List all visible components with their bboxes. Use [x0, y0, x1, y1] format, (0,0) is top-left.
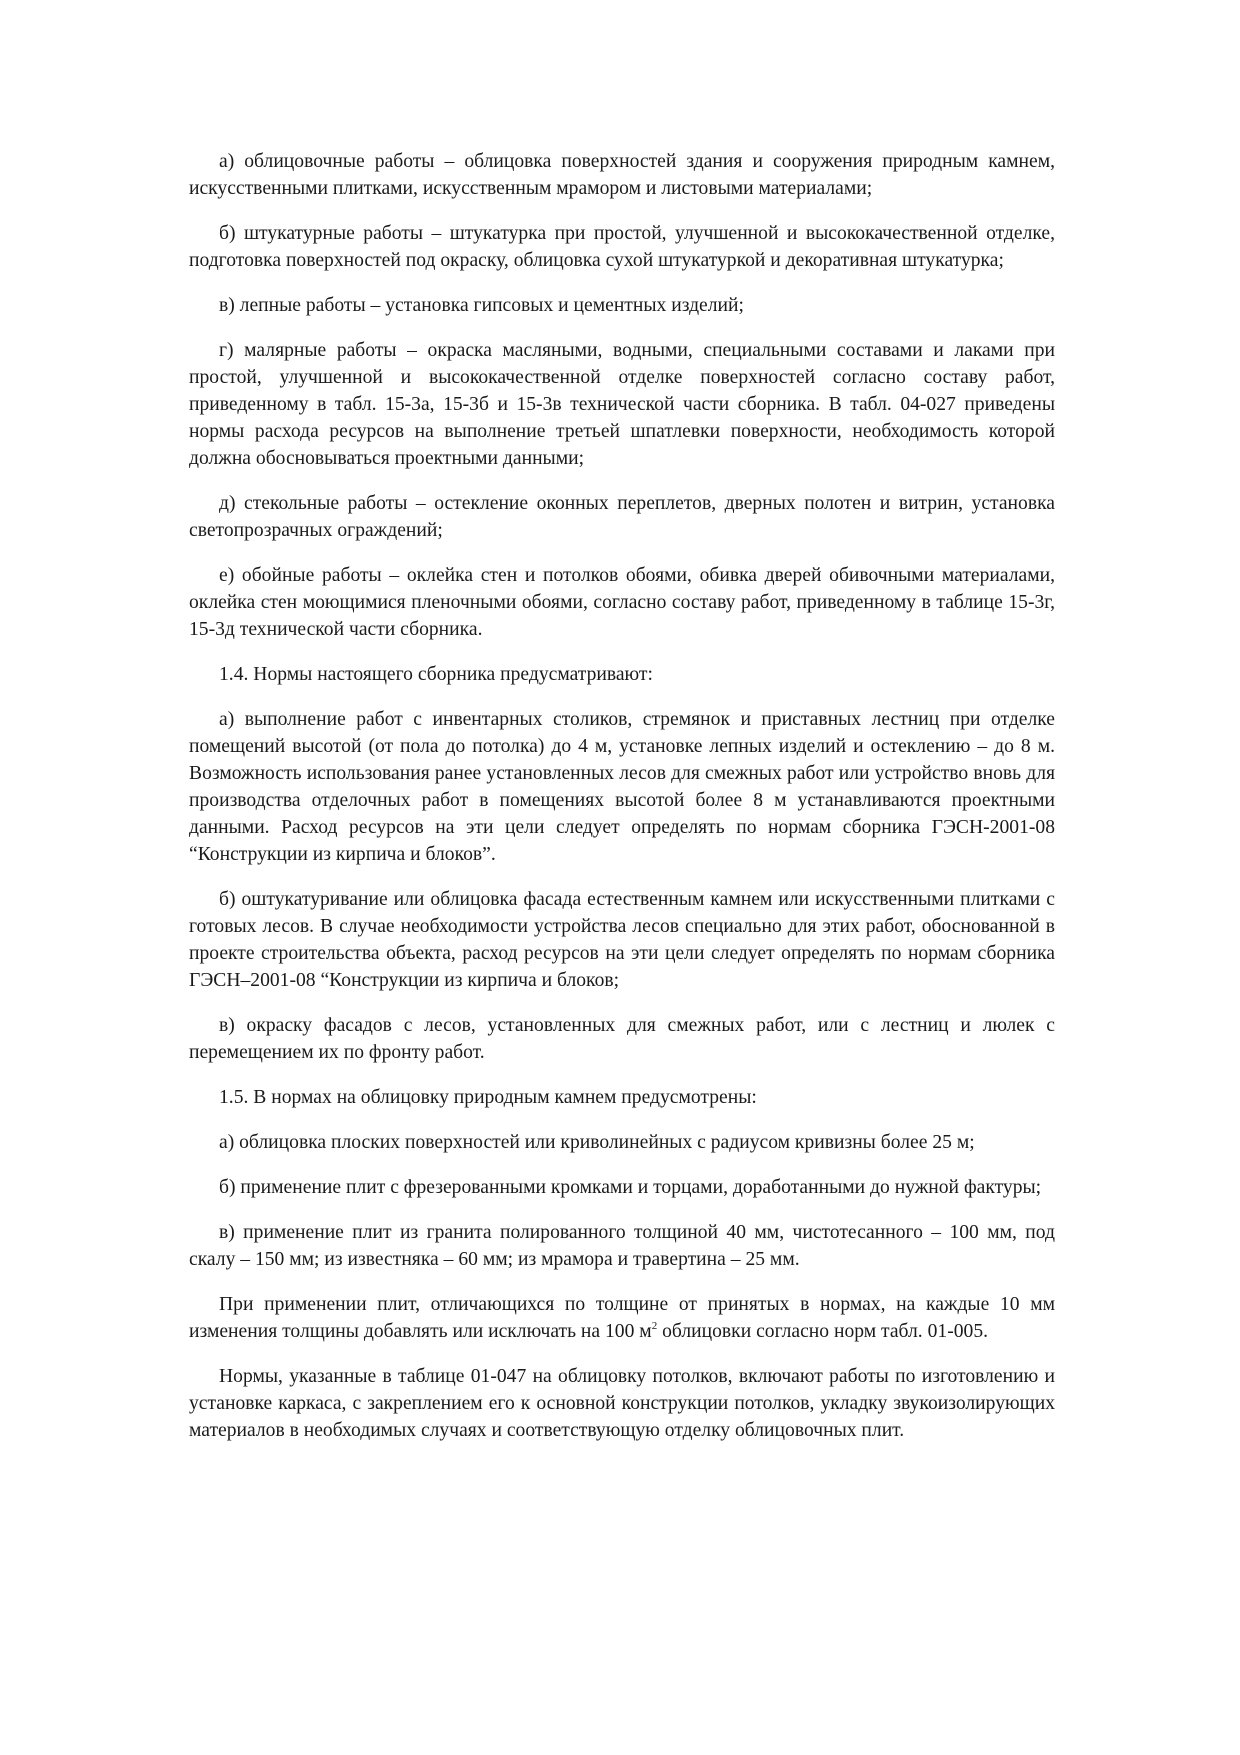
paragraph-facade-from-scaffold: б) оштукатуривание или облицовка фасада естественным камнем или искусственными плитками с готовых лесов. В случае необходимости устройства лесов специально для этих работ, обоснованной в проекте строительства объекта, расход ресурсов на эти цели следует определять по нормам сборника ГЭСН–2001-08 “Конструкции из кирпича и блоков;: [189, 889, 1055, 991]
paragraph-ceiling-cladding: Нормы, указанные в таблице 01-047 на облицовку потолков, включают работы по изготовлению и установке каркаса, с закреплением его к основной конструкции потолков, укладку звукоизолирующих материалов в необходимых случаях и соответствующую отделку облицовочных плит.: [189, 1366, 1055, 1441]
section-heading-1-5: 1.5. В нормах на облицовку природным камнем предусмотрены:: [219, 1087, 757, 1108]
paragraph-slab-thickness: в) применение плит из гранита полированного толщиной 40 мм, чистотесанного – 100 мм, под скалу – 150 мм; из известняка – 60 мм; из мрамора и травертина – 25 мм.: [189, 1222, 1055, 1270]
paragraph-wallpaper-works: е) обойные работы – оклейка стен и потолков обоями, обивка дверей обивочными материалами, оклейка стен моющимися пленочными обоями, согласно составу работ, приведенному в таблице 15-3г, 15-3д технической части сборника.: [189, 565, 1055, 640]
paragraph-flat-surfaces: а) облицовка плоских поверхностей или криволинейных с радиусом кривизны более 25 м;: [219, 1132, 975, 1153]
paragraph-painting-works: г) малярные работы – окраска масляными, водными, специальными составами и лаками при простой, улучшенной и высококачественной отделке поверхностей согласно составу работ, приведенному в табл. 15-3а, 15-3б и 15-3в технической части сборника. В табл. 04-027 приведены нормы расхода ресурсов на выполнение третьей шпатлевки поверхности, необходимость которой должна обосновываться проектными данными;: [189, 340, 1055, 469]
paragraph-work-from-ladders: а) выполнение работ с инвентарных столиков, стремянок и приставных лестниц при отделке помещений высотой (от пола до потолка) до 4 м, установке лепных изделий и остеклению – до 8 м. Возможность использования ранее установленных лесов для смежных работ или устройство вновь для производства отделочных работ в помещениях высотой более 8 м устанавливаются проектными данными. Расход ресурсов на эти цели следует определять по нормам сборника ГЭСН-2001-08 “Конструкции из кирпича и блоков”.: [189, 709, 1055, 865]
paragraph-thickness-text: При применении плит, отличающихся по толщине от принятых в нормах, на каждые 10 мм изменения толщины добавлять или исключать на 100 м: [189, 1294, 1055, 1342]
paragraph-stucco-works: в) лепные работы – установка гипсовых и цементных изделий;: [219, 295, 744, 316]
paragraph-milled-slabs: б) применение плит с фрезерованными кромками и торцами, доработанными до нужной фактуры;: [219, 1177, 1042, 1198]
paragraph-thickness-text-end: облицовки согласно норм табл. 01-005.: [657, 1321, 989, 1342]
section-heading-1-4: 1.4. Нормы настоящего сборника предусматривают:: [219, 664, 653, 685]
paragraph-facade-painting: в) окраску фасадов с лесов, установленных для смежных работ, или с лестниц и люлек с перемещением их по фронту работ.: [189, 1015, 1055, 1063]
square-superscript: 2: [651, 1320, 658, 1332]
paragraph-thickness-adjustment: [189, 1291, 1055, 1345]
paragraph-plastering-works: б) штукатурные работы – штукатурка при простой, улучшенной и высококачественной отделке, подготовка поверхностей под окраску, облицовка сухой штукатуркой и декоративная штукатурка;: [189, 223, 1055, 271]
document-page: [189, 148, 1055, 1462]
paragraph-glazing-works: д) стекольные работы – остекление оконных переплетов, дверных полотен и витрин, установка светопрозрачных ограждений;: [189, 493, 1055, 541]
paragraph-cladding-works: а) облицовочные работы – облицовка поверхностей здания и сооружения природным камнем, искусственными плитками, искусственным мрамором и листовыми материалами;: [189, 151, 1055, 199]
